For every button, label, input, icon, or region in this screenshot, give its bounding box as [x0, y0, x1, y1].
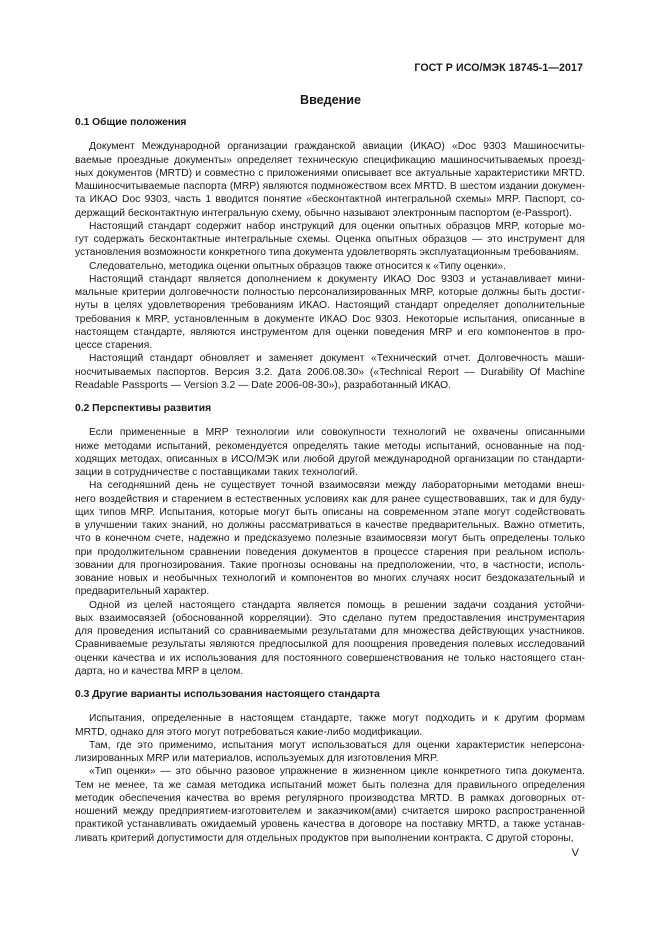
text-line: что в конечном счете, надежно и предсказуемо полезные взаимосвязи могут быть определены только — [75, 533, 585, 545]
text-line: зации в сотрудничестве с поставщиками таких технологий. — [75, 467, 358, 478]
text-line: На сегодняшний день не существует точной взаимосвязи между лабораторными методами внеш- — [89, 480, 585, 492]
text-line: Машиносчитываемые паспорта (MRP) являются подмножеством всех MRTD. В шестом издании докумен- — [75, 181, 585, 192]
text-line: Следовательно, методика оценки опытных образцов также относится к «Типу оценки». — [89, 260, 506, 272]
section-heading: 0.1 Общие положения — [75, 117, 187, 128]
text-line: Настоящий стандарт содержит набор инструкций для оценки опытных образцов MRP, которые мо- — [89, 220, 585, 232]
text-line: ходящих методах, описанных в ИСО/МЭК или любой другой международной организации по стандарти- — [75, 453, 585, 465]
text-line: практикой устанавливать ожидаемый уровень качества в договоре на поставку MRTD, а также устанав- — [75, 819, 585, 831]
paragraph — [75, 352, 585, 392]
text-line: оценки качества и их использования для постоянного совершенствования не только настоящего стан- — [75, 652, 585, 664]
text-line: для проведения испытаний со сравниваемыми результатами для множества действующих участников. — [75, 626, 585, 637]
page-number: V — [571, 847, 579, 859]
paragraph — [75, 712, 585, 739]
section-gap — [75, 678, 585, 688]
text-line: ношений между предприятием-изготовителем и заказчиком(ами) считается широко распространенной — [75, 806, 585, 817]
page-title: Введение — [299, 93, 362, 107]
section-heading: 0.2 Перспективы развития — [75, 403, 212, 414]
text-line: предварительный характер. — [75, 586, 210, 598]
text-line: Тем не менее, та же самая методика испытаний может быть полезна для правильного определения — [75, 779, 585, 791]
text-line: зовании для прогнозирования. Такие прогнозы основаны на предположении, что, в частности, исполь- — [75, 559, 585, 571]
text-line: держащий бесконтактную интегральную схему, обычно называют электронным паспортом (e-Passport). — [75, 207, 572, 219]
text-line: цессе старения. — [75, 340, 153, 351]
text-line: ных документов (MRTD) и совместно с приложениями описывает все актуальные характеристики MRTD. — [75, 167, 585, 179]
text-line: зование новых и необычных технологий и компонентов во многих случаях носит бездоказательный и — [75, 573, 585, 584]
text-line: вых взаимосвязей (обоснованной корреляции). Это сделано путем предоставления инструментария — [75, 612, 585, 624]
paragraph — [75, 426, 585, 479]
paragraph — [75, 273, 585, 353]
text-line: Испытания, определенные в настоящем стандарте, также могут подходить и к другим формам — [89, 713, 585, 725]
text-line: Сравниваемые результаты являются предпосылкой для поощрения проведения полевых исследований — [75, 639, 585, 651]
text-line: та ИКАО Doc 9303, часть 1 вводится понятие «бесконтактной интегральной схемы» MRP. Паспорт, со- — [75, 194, 585, 206]
text-line: в улучшении таких знаний, но должны рассматриваться в качестве предварительных. Важно отметить, — [75, 520, 585, 531]
paragraph — [75, 739, 585, 766]
section-heading: 0.3 Другие варианты использования настоящего стандарта — [75, 689, 380, 700]
document-body — [75, 116, 585, 845]
section-gap — [75, 392, 585, 402]
text-line: при продолжительном сравнении поведения документов в процессе старения при реальном исполь- — [75, 546, 585, 558]
text-line: него воздействия и старением в естественных условиях как для ранее существовавших, так и для буду- — [75, 493, 585, 505]
text-line: носчитываемых паспортов. Версия 3.2. Дата 2006.08.30» («Technical Report — Durability Of Machine — [75, 366, 585, 378]
paragraph — [75, 479, 585, 598]
paragraph — [75, 599, 585, 679]
text-line: Настоящий стандарт обновляет и заменяет документ «Технический отчет. Долговечность маши- — [89, 353, 585, 365]
text-line: MRTD, однако для этого могут потребоваться какие-либо модификации. — [75, 726, 423, 738]
text-line: Документ Международной организации гражданской авиации (ИКАО) «Doc 9303 Машиносчиты- — [89, 141, 585, 153]
text-line: гут содержать бесконтактные интегральные схемы. Оценка опытных образцов — это инструмент для — [75, 234, 585, 245]
text-line: Там, где это применимо, испытания могут использоваться для оценки характеристик неперсона- — [89, 739, 585, 751]
text-line: Если примененные в MRP технологии или совокупности технологий не охвачены описанными — [89, 427, 585, 439]
text-line: ливать критерий допустимости для отдельных продуктов при выполнении контракта. С другой стороны, — [75, 832, 574, 844]
paragraph — [75, 220, 585, 260]
paragraph — [75, 140, 585, 220]
text-line: Одной из целей настоящего стандарта является помощь в решении задачи создания устойчи- — [89, 599, 585, 611]
text-line: мальные критерии долговечности полностью персонализированных MRP, которые должны быть достиг- — [75, 287, 585, 298]
paragraph — [75, 260, 585, 273]
text-line: настоящем стандарте, являются инструментом для оценки поведения MRP и его компонентов в про- — [75, 326, 585, 338]
text-line: установления возможности конкретного типа документа удовлетворять эксплуатационным требованиям. — [75, 247, 579, 259]
text-line: методик обеспечения качества во время регулярного производства MRTD. В рамках договорных от- — [75, 792, 585, 804]
page-header: ГОСТ Р ИСО/МЭК 18745-1—2017 — [414, 62, 583, 74]
text-line: щих типов MRP. Испытания, которые могут быть описаны на современном этапе могут содействовать — [75, 506, 585, 518]
text-line: Настоящий стандарт является дополнением к документу ИКАО Doc 9303 и устанавливает мини- — [89, 273, 585, 285]
text-line: дарта, но и качества MRP в целом. — [75, 665, 244, 677]
text-line: ниже методами испытаний, рекомендуется определять такие методы испытаний, основанные на под- — [75, 440, 585, 452]
text-line: Readable Passports — Version 3.2 — Date 2006-08-30»), разработанный ИКАО. — [75, 379, 451, 391]
paragraph — [75, 765, 585, 845]
text-line: требования к MRP, установленным в документе ИКАО Doc 9303. Некоторые испытания, описанные в — [75, 313, 585, 325]
text-line: ваемые проездные документы» определяет техническую спецификацию машиносчитываемых проезд- — [75, 154, 585, 166]
text-line: «Тип оценки» — это обычно разовое упражнение в жизненном цикле конкретного типа документа. — [89, 766, 585, 778]
text-line: лизированных MRP или материалов, используемых для изготовления MRP. — [75, 753, 439, 764]
text-line: нуты в целях удовлетворения требованиям ИКАО. Настоящий стандарт определяет дополнительные — [75, 300, 585, 312]
